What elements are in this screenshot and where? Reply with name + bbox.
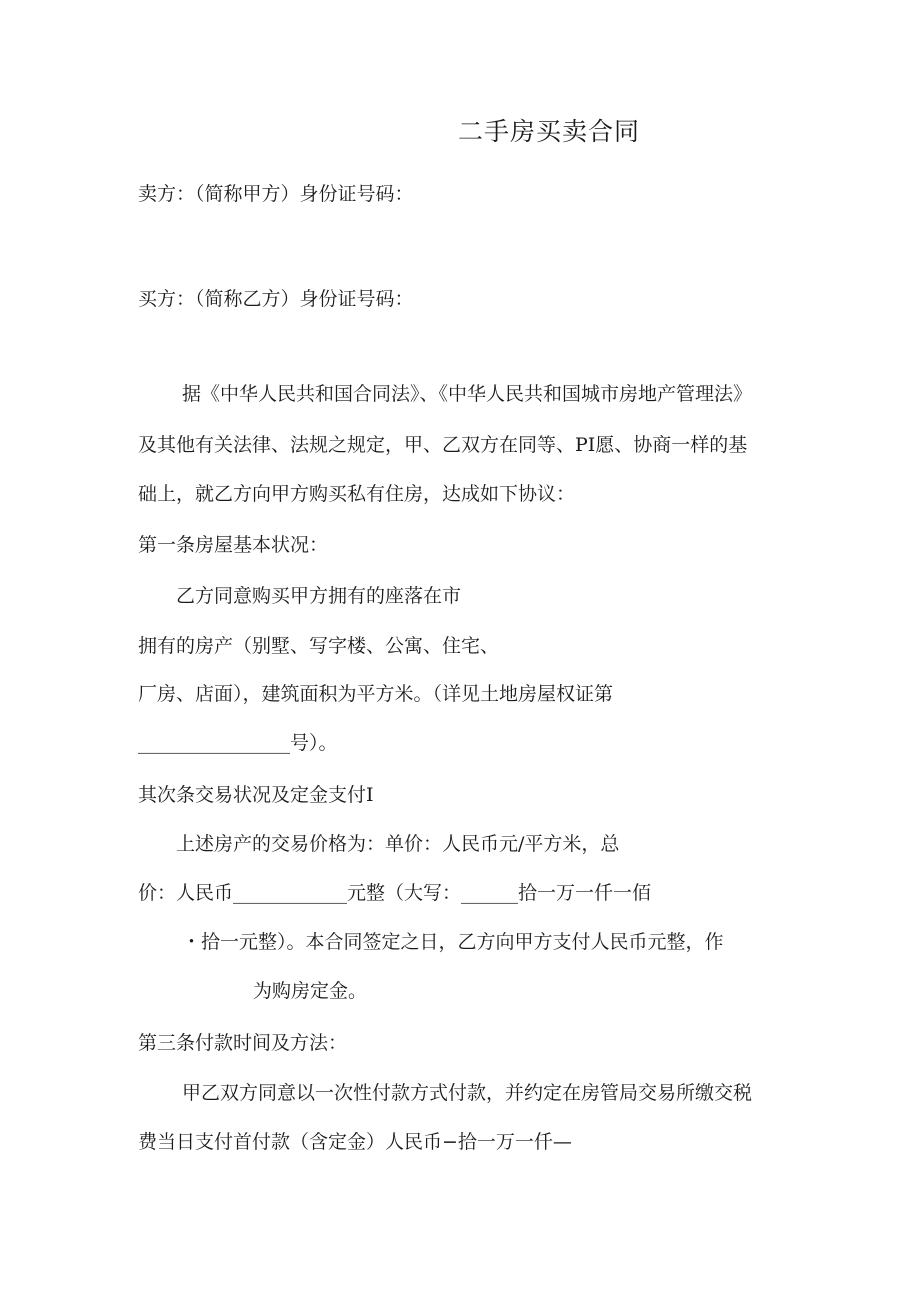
- article2-heading: 其次条交易状况及定金支付I: [138, 784, 374, 806]
- buyer-line: 买方：（简称乙方）身份证号码：: [138, 288, 414, 310]
- article2-line: ・拾一元整）。本合同签定之日，乙方向甲方支付人民币元整，作: [182, 931, 724, 953]
- preamble-line: 础上，就乙方向甲方购买私有住房，达成如下协议：: [138, 483, 576, 505]
- page-title: 二手房买卖合同: [458, 117, 641, 146]
- article1-line: ________________号）。: [138, 732, 338, 754]
- article3-line: 甲乙双方同意以一次性付款方式付款，并约定在房管局交易所缴交税: [182, 1082, 753, 1104]
- article1-heading: 第一条房屋基本状况：: [138, 534, 329, 556]
- article1-line: 厂房、店面），建筑面积为平方米。（详见土地房屋权证第: [138, 683, 614, 705]
- preamble-line: 及其他有关法律、法规之规定，甲、乙双方在同等、PI愿、协商一样的基: [138, 434, 748, 456]
- article1-line: 乙方同意购买甲方拥有的座落在市: [176, 585, 462, 607]
- preamble-line: 据《中华人民共和国合同法》、《中华人民共和国城市房地产管理法》: [182, 383, 753, 405]
- article3-line: 费当日支付首付款（含定金）人民币−拾一万一仟—: [138, 1131, 572, 1153]
- article3-heading: 第三条付款时间及方法：: [138, 1032, 348, 1054]
- article2-line: 上述房产的交易价格为：单价：人民币元/平方米，总: [176, 833, 620, 855]
- article1-line: 拥有的房产（别墅、写字楼、公寓、住宅、: [138, 635, 500, 657]
- article2-line: 为购房定金。: [253, 980, 368, 1002]
- article2-line: 价：人民币____________元整（大写：______拾一万一仟一佰: [138, 882, 652, 904]
- seller-line: 卖方：（简称甲方）身份证号码：: [138, 183, 414, 205]
